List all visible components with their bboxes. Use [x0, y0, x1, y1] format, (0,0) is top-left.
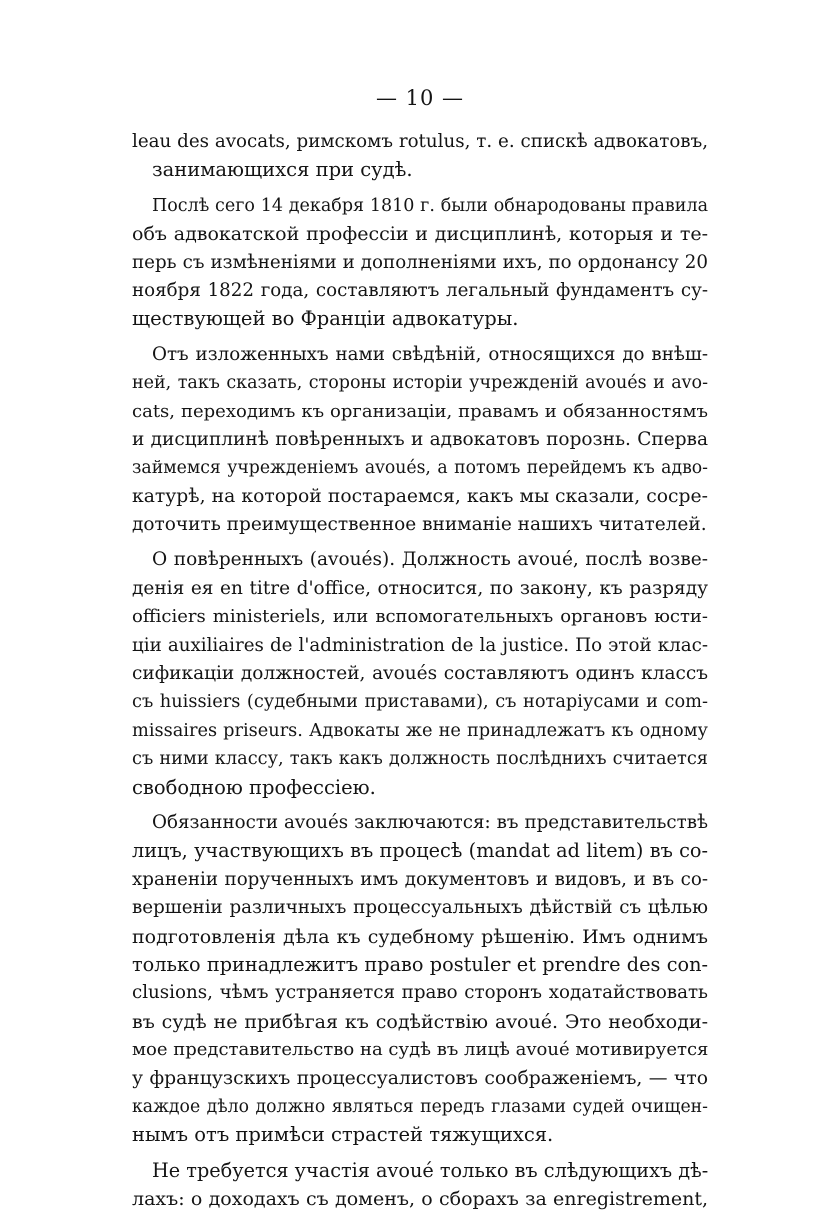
text-line: подготовленія дѣла къ судебному рѣшенію. Имъ однимъ	[132, 925, 708, 948]
text-line: О повѣренныхъ (avoués). Должность avoué, послѣ возве-	[152, 549, 708, 571]
text-line: ноября 1822 года, составляютъ легальный фундаментъ су-	[132, 279, 708, 301]
text-line: занимающихся при судѣ.	[152, 158, 413, 182]
text-line: займемся учрежденіемъ avoués, а потомъ перейдемъ къ адво-	[132, 458, 708, 479]
paragraph	[132, 128, 708, 185]
text-line: съ ними классу, такъ какъ должность послѣднихъ считается	[132, 749, 708, 770]
paragraph	[132, 546, 708, 802]
text-line: у французскихъ процессуалистовъ соображеніемъ, — что	[132, 1067, 708, 1089]
text-line: доточить преимущественное вниманіе нашихъ читателей.	[132, 514, 707, 536]
text-line: мое представительство на судѣ въ лицѣ avoué мотивируется	[132, 1039, 709, 1061]
text-line: только принадлежитъ право postuler et prendre des con-	[132, 952, 708, 976]
text-line: Обязанности avoués заключаются: въ представительствѣ	[152, 811, 708, 833]
text-line: перь съ измѣненіями и дополненіями ихъ, по ордонансу 20	[132, 251, 708, 273]
text-line: катурѣ, на которой постараемся, какъ мы сказали, сосре-	[132, 485, 708, 507]
text-line: лицъ, участвующихъ въ процесѣ (mandat ad litem) въ со-	[132, 839, 708, 863]
text-line: Послѣ сего 14 декабря 1810 г. были обнародованы правила	[152, 195, 708, 216]
text-line: свободною профессіею.	[132, 775, 376, 799]
text-line: нымъ отъ примѣси страстей тяжущихся.	[132, 1123, 554, 1147]
text-line: Отъ изложенныхъ нами свѣдѣній, относящихся до внѣш-	[152, 343, 708, 365]
text-line: и дисциплинѣ повѣренныхъ и адвокатовъ порознь. Сперва	[132, 428, 708, 450]
body-text	[132, 128, 708, 1220]
paragraph	[132, 1157, 708, 1214]
paragraph	[132, 192, 708, 334]
text-line: въ судѣ не прибѣгая къ содѣйствію avoué. Это необходи-	[132, 1010, 708, 1033]
page-number: — 10 —	[375, 86, 465, 110]
text-line: ціи auxiliaires de l'administration de la justice. По этой клас-	[132, 634, 708, 656]
text-line: leau des avocats, римскомъ rotulus, т. е. спискѣ адвокатовъ,	[132, 131, 708, 152]
paragraph	[132, 809, 708, 1150]
paragraph	[132, 341, 708, 540]
text-line: вершеніи различныхъ процессуальныхъ дѣйствій съ цѣлью	[132, 897, 708, 919]
text-line: Не требуется участія avoué только въ слѣдующихъ дѣ-	[152, 1158, 709, 1182]
text-line: объ адвокатской профессіи и дисциплинѣ, которыя и те-	[132, 223, 708, 246]
text-line: каждое дѣло должно являться передъ глазами судей очищен-	[132, 1096, 708, 1117]
text-line: храненіи порученныхъ имъ документовъ и видовъ, и въ со-	[132, 868, 708, 890]
text-line: съ huissiers (судебными приставами), съ нотаріусами и com-	[132, 692, 708, 713]
text-line: cats, переходимъ къ организаціи, правамъ и обязанностямъ	[132, 400, 708, 422]
text-line: лахъ: о доходахъ съ доменъ, о сборахъ за enregistrement,	[132, 1188, 708, 1211]
text-line: ней, такъ сказать, стороны исторіи учрежденій avoués и avo-	[132, 373, 708, 394]
text-line: денія ея en titre d'office, относится, по закону, къ разряду	[132, 577, 708, 599]
text-line: сификаціи должностей, avoués составляютъ одинъ классъ	[132, 663, 708, 685]
text-line: clusions, чѣмъ устраняется право сторонъ ходатайствовать	[132, 982, 708, 1004]
text-line: officiers ministeriels, или вспомогательныхъ органовъ юсти-	[132, 606, 708, 628]
text-line: missaires priseurs. Адвокаты же не принадлежатъ къ одному	[132, 720, 708, 741]
text-line: ществующей во Франціи адвокатуры.	[132, 307, 519, 331]
